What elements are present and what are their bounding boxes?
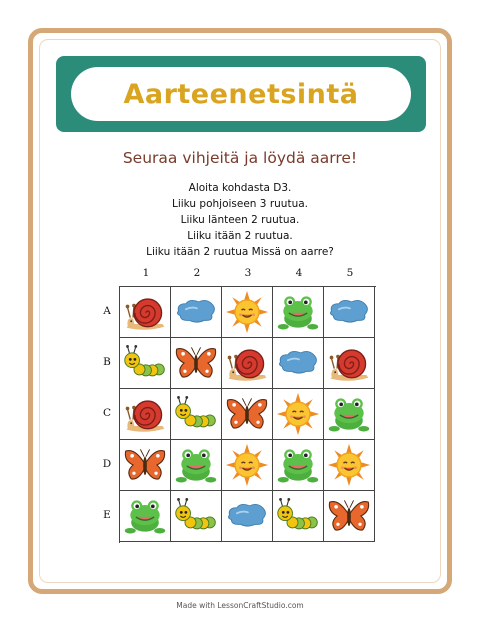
puddle-icon <box>173 289 219 335</box>
frog-icon <box>275 289 321 335</box>
grid-cell-a2 <box>171 287 222 338</box>
grid-cell-a3 <box>222 287 273 338</box>
row-header-e: E <box>103 509 111 521</box>
row-header-d: D <box>102 458 112 470</box>
frog-icon <box>326 391 372 437</box>
instruction-line: Liiku länteen 2 ruutua. <box>180 214 300 226</box>
sun-icon <box>224 289 270 335</box>
grid-cell-a1 <box>120 287 171 338</box>
grid-cell-e4 <box>273 491 324 542</box>
grid-cell-b2 <box>171 338 222 389</box>
grid-cell-d5 <box>324 440 375 491</box>
grid-cell-a4 <box>273 287 324 338</box>
column-header-3: 3 <box>244 267 252 279</box>
puddle-icon <box>275 340 321 386</box>
grid-cell-e2 <box>171 491 222 542</box>
column-header-5: 5 <box>346 267 354 279</box>
grid-cell-b1 <box>120 338 171 389</box>
sun-icon <box>275 391 321 437</box>
column-header-1: 1 <box>142 267 150 279</box>
frog-icon <box>122 493 168 539</box>
grid-cell-d1 <box>120 440 171 491</box>
sun-icon <box>224 442 270 488</box>
frog-icon <box>173 442 219 488</box>
caterpillar-icon <box>173 493 219 539</box>
snail-icon <box>326 340 372 386</box>
page-title: Aarteenetsintä <box>123 78 359 110</box>
snail-icon <box>122 289 168 335</box>
caterpillar-icon <box>122 340 168 386</box>
grid-cell-c4 <box>273 389 324 440</box>
row-header-c: C <box>102 407 112 419</box>
grid-cell-e3 <box>222 491 273 542</box>
puddle-icon <box>224 493 270 539</box>
puddle-icon <box>326 289 372 335</box>
instruction-line: Liiku pohjoiseen 3 ruutua. <box>171 198 308 210</box>
grid-cell-c5 <box>324 389 375 440</box>
grid-cell-a5 <box>324 287 375 338</box>
footer-credit: Made with LessonCraftStudio.com <box>176 601 304 610</box>
grid-cell-b4 <box>273 338 324 389</box>
frog-icon <box>275 442 321 488</box>
butterfly-icon <box>122 442 168 488</box>
butterfly-icon <box>173 340 219 386</box>
snail-icon <box>122 391 168 437</box>
grid-cell-b3 <box>222 338 273 389</box>
instructions <box>0 180 480 260</box>
sun-icon <box>326 442 372 488</box>
title-pill <box>71 67 411 121</box>
grid-cell-c3 <box>222 389 273 440</box>
grid-cell-d4 <box>273 440 324 491</box>
grid-cell-e5 <box>324 491 375 542</box>
page-subtitle: Seuraa vihjeitä ja löydä aarre! <box>122 149 358 167</box>
butterfly-icon <box>326 493 372 539</box>
grid-cell-c1 <box>120 389 171 440</box>
title-banner <box>56 56 426 132</box>
instruction-line: Liiku itään 2 ruutua. <box>187 230 293 242</box>
grid-cell-e1 <box>120 491 171 542</box>
column-header-4: 4 <box>295 267 303 279</box>
caterpillar-icon <box>275 493 321 539</box>
instruction-line: Liiku itään 2 ruutua Missä on aarre? <box>146 246 334 258</box>
row-header-a: A <box>103 305 111 317</box>
grid-cell-d3 <box>222 440 273 491</box>
caterpillar-icon <box>173 391 219 437</box>
grid-cell-b5 <box>324 338 375 389</box>
grid-cell-d2 <box>171 440 222 491</box>
row-header-b: B <box>103 356 111 368</box>
butterfly-icon <box>224 391 270 437</box>
column-header-2: 2 <box>193 267 201 279</box>
grid-cell-c2 <box>171 389 222 440</box>
snail-icon <box>224 340 270 386</box>
instruction-line: Aloita kohdasta D3. <box>188 182 292 194</box>
treasure-grid <box>119 286 376 543</box>
